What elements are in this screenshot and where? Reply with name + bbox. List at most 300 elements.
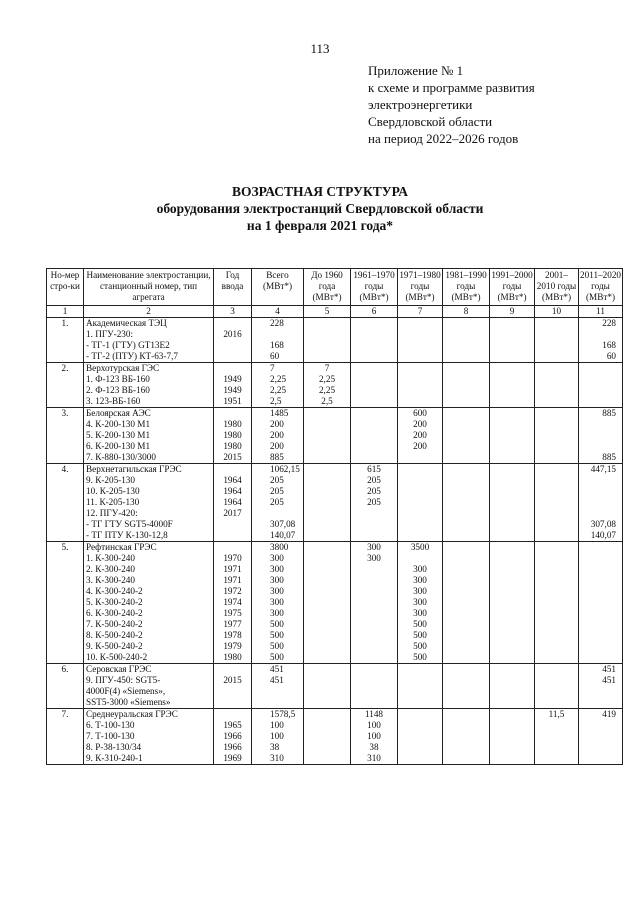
- cell-line: [492, 351, 532, 362]
- cell-line: 2,25: [318, 385, 336, 395]
- cell-line: 419: [602, 709, 616, 719]
- cell-line: 7: [324, 363, 330, 373]
- cell-line: [537, 664, 576, 675]
- cell-line: 1. Ф-123 ВБ-160: [86, 374, 150, 384]
- cell-line: [537, 530, 576, 541]
- station-row: [47, 464, 623, 542]
- cell-line: 7. К-880-130/3000: [86, 452, 156, 462]
- cell-line: 7. К-500-240-2: [86, 619, 143, 629]
- cell-line: [492, 519, 532, 530]
- capacity-2011-2020-cell: [579, 542, 623, 664]
- cell-line: [537, 441, 576, 452]
- total-capacity-cell: [252, 318, 304, 363]
- cell-line: 100: [270, 731, 284, 741]
- cell-line: [537, 351, 576, 362]
- cell-line: [581, 608, 616, 619]
- cell-line: [537, 652, 576, 663]
- station-row: [47, 709, 623, 765]
- cell-line: [306, 709, 348, 720]
- cell-line: 885: [602, 408, 616, 418]
- cell-line: [492, 452, 532, 463]
- cell-line: 1972: [223, 586, 242, 596]
- header-before-1960: До 1960 года (МВт*): [304, 269, 351, 306]
- commission-year-cell: [214, 318, 252, 363]
- cell-line: [581, 652, 616, 663]
- cell-line: [353, 564, 395, 575]
- cell-line: [353, 686, 395, 697]
- cell-line: [400, 553, 440, 564]
- cell-line: [537, 564, 576, 575]
- capacity-1991-2000-cell: [490, 363, 535, 408]
- cell-line: [581, 630, 616, 641]
- cell-line: - ТГ-1 (ГТУ) GT13E2: [86, 340, 170, 350]
- cell-line: 300: [270, 553, 284, 563]
- capacity-1991-2000-cell: [490, 664, 535, 709]
- total-capacity-cell: [252, 408, 304, 464]
- column-number: 6: [351, 306, 398, 318]
- cell-line: [581, 753, 616, 764]
- cell-line: [445, 652, 487, 663]
- capacity-1971-1980-cell: [398, 664, 443, 709]
- cell-line: 885: [270, 452, 284, 462]
- cell-line: [537, 575, 576, 586]
- cell-line: 140,07: [270, 530, 296, 540]
- cell-line: [492, 385, 532, 396]
- cell-line: [216, 709, 249, 720]
- cell-line: [492, 686, 532, 697]
- cell-line: [445, 396, 487, 407]
- cell-line: 307,08: [590, 519, 616, 529]
- cell-line: 300: [270, 586, 284, 596]
- cell-line: 300: [413, 608, 427, 618]
- column-number: 2: [84, 306, 214, 318]
- cell-line: [537, 497, 576, 508]
- cell-line: [537, 396, 576, 407]
- row-number-cell: 3.: [47, 408, 84, 464]
- cell-line: 2,25: [270, 374, 287, 384]
- cell-line: [353, 419, 395, 430]
- cell-line: 4. К-200-130 М1: [86, 419, 151, 429]
- capacity-2001-2010-cell: [535, 542, 579, 664]
- capacity-2001-2010-cell: [535, 464, 579, 542]
- cell-line: 451: [270, 664, 284, 674]
- cell-line: 7. Т-100-130: [86, 731, 135, 741]
- cell-line: 60: [606, 351, 616, 361]
- header-1991-2000: 1991–2000 годы (МВт*): [490, 269, 535, 306]
- cell-line: 2,5: [270, 396, 282, 406]
- unit-name-cell: [84, 464, 214, 542]
- cell-line: [353, 329, 395, 340]
- cell-line: [492, 430, 532, 441]
- cell-line: [353, 608, 395, 619]
- cell-line: 1965: [223, 720, 242, 730]
- appendix-line: Приложение № 1: [368, 63, 464, 78]
- unit-name-cell: [84, 318, 214, 363]
- cell-line: 2,5: [321, 396, 333, 406]
- cell-line: 3. К-300-240: [86, 575, 135, 585]
- cell-line: 500: [413, 630, 427, 640]
- cell-line: 228: [270, 318, 284, 328]
- cell-line: [306, 686, 348, 697]
- cell-line: [306, 720, 348, 731]
- cell-line: 1977: [223, 619, 242, 629]
- cell-line: 300: [270, 597, 284, 607]
- cell-line: [216, 408, 249, 419]
- cell-line: [353, 597, 395, 608]
- cell-line: 451: [602, 664, 616, 674]
- header-2001-2010: 2001–2010 годы (МВт*): [535, 269, 579, 306]
- cell-line: [492, 363, 532, 374]
- cell-line: 1951: [223, 396, 242, 406]
- cell-line: 2015: [223, 675, 242, 685]
- cell-line: 3800: [270, 542, 289, 552]
- commission-year-cell: [214, 664, 252, 709]
- cell-line: [353, 586, 395, 597]
- cell-line: [537, 608, 576, 619]
- cell-line: [492, 575, 532, 586]
- capacity-1991-2000-cell: [490, 408, 535, 464]
- cell-line: [270, 508, 301, 519]
- capacity-2001-2010-cell: [535, 664, 579, 709]
- cell-line: [306, 553, 348, 564]
- cell-line: [353, 340, 395, 351]
- cell-line: [353, 530, 395, 541]
- appendix-note: [368, 62, 535, 147]
- cell-line: 60: [270, 351, 280, 361]
- cell-line: [445, 340, 487, 351]
- column-number: 9: [490, 306, 535, 318]
- cell-line: [492, 475, 532, 486]
- cell-line: 2016: [223, 329, 242, 339]
- cell-line: [353, 641, 395, 652]
- cell-line: [400, 452, 440, 463]
- cell-line: 300: [413, 586, 427, 596]
- capacity-1961-1970-cell: [351, 664, 398, 709]
- cell-line: 200: [413, 419, 427, 429]
- capacity-before-1960-cell: [304, 318, 351, 363]
- cell-line: [445, 731, 487, 742]
- cell-line: 885: [602, 452, 616, 462]
- appendix-line: к схеме и программе развития: [368, 80, 535, 95]
- cell-line: 1966: [223, 731, 242, 741]
- cell-line: [306, 441, 348, 452]
- cell-line: [581, 486, 616, 497]
- cell-line: [581, 742, 616, 753]
- cell-line: [216, 340, 249, 351]
- cell-line: [445, 542, 487, 553]
- commission-year-cell: [214, 542, 252, 664]
- cell-line: [306, 564, 348, 575]
- cell-line: [400, 318, 440, 329]
- cell-line: 205: [367, 475, 381, 485]
- cell-line: [400, 686, 440, 697]
- cell-line: [445, 441, 487, 452]
- cell-line: 6. Т-100-130: [86, 720, 135, 730]
- unit-name-cell: [84, 363, 214, 408]
- cell-line: [400, 385, 440, 396]
- cell-line: [306, 753, 348, 764]
- cell-line: 4000F(4) «Siemens»,: [86, 686, 166, 696]
- cell-line: 205: [270, 475, 284, 485]
- cell-line: 2. К-300-240: [86, 564, 135, 574]
- header-row-number: Но-мер стро-ки: [47, 269, 84, 306]
- cell-line: 300: [367, 542, 381, 552]
- cell-line: [581, 419, 616, 430]
- cell-line: [400, 697, 440, 708]
- cell-line: 200: [270, 430, 284, 440]
- capacity-2011-2020-cell: [579, 408, 623, 464]
- cell-line: [581, 497, 616, 508]
- cell-line: 10. К-500-240-2: [86, 652, 148, 662]
- cell-line: [445, 619, 487, 630]
- cell-line: 205: [270, 497, 284, 507]
- cell-line: [581, 720, 616, 731]
- cell-line: [492, 318, 532, 329]
- cell-line: [445, 608, 487, 619]
- cell-line: [445, 641, 487, 652]
- cell-line: [270, 329, 301, 340]
- cell-line: [537, 686, 576, 697]
- cell-line: [537, 340, 576, 351]
- cell-line: [353, 519, 395, 530]
- cell-line: [353, 374, 395, 385]
- header-1971-1980: 1971–1980 годы (МВт*): [398, 269, 443, 306]
- cell-line: [537, 753, 576, 764]
- cell-line: 500: [270, 619, 284, 629]
- cell-line: [445, 753, 487, 764]
- cell-line: [492, 675, 532, 686]
- cell-line: 100: [270, 720, 284, 730]
- capacity-1991-2000-cell: [490, 464, 535, 542]
- capacity-1991-2000-cell: [490, 709, 535, 765]
- header-total: Всего (МВт*): [252, 269, 304, 306]
- capacity-1991-2000-cell: [490, 542, 535, 664]
- cell-line: 2017: [223, 508, 242, 518]
- cell-line: [492, 697, 532, 708]
- cell-line: [537, 363, 576, 374]
- cell-line: [581, 441, 616, 452]
- cell-line: 9. К-310-240-1: [86, 753, 143, 763]
- cell-line: [581, 575, 616, 586]
- station-row: [47, 542, 623, 664]
- cell-line: 140,07: [590, 530, 616, 540]
- cell-line: [306, 497, 348, 508]
- cell-line: 12. ПГУ-420:: [86, 508, 138, 518]
- cell-line: [445, 530, 487, 541]
- cell-line: 10. К-205-130: [86, 486, 140, 496]
- cell-line: [306, 630, 348, 641]
- cell-line: 500: [413, 652, 427, 662]
- cell-line: [306, 519, 348, 530]
- row-number-cell: 6.: [47, 664, 84, 709]
- cell-line: 9. К-205-130: [86, 475, 135, 485]
- cell-line: 200: [413, 441, 427, 451]
- cell-line: [400, 486, 440, 497]
- cell-line: [400, 753, 440, 764]
- cell-line: 100: [367, 720, 381, 730]
- cell-line: [492, 664, 532, 675]
- cell-line: 1949: [223, 374, 242, 384]
- row-number-cell: 4.: [47, 464, 84, 542]
- capacity-1981-1990-cell: [443, 408, 490, 464]
- column-number: 1: [47, 306, 84, 318]
- cell-line: [306, 486, 348, 497]
- total-capacity-cell: [252, 709, 304, 765]
- cell-line: [306, 608, 348, 619]
- cell-line: [445, 709, 487, 720]
- cell-line: 4. К-300-240-2: [86, 586, 143, 596]
- cell-line: [353, 441, 395, 452]
- cell-line: [216, 351, 249, 362]
- cell-line: [216, 697, 249, 708]
- header-name: Наименование электростанции, станционный номер, тип агрегата: [84, 269, 214, 306]
- capacity-1961-1970-cell: [351, 542, 398, 664]
- cell-line: [216, 530, 249, 541]
- capacity-1961-1970-cell: [351, 464, 398, 542]
- cell-line: [537, 619, 576, 630]
- capacity-1961-1970-cell: [351, 408, 398, 464]
- row-number-cell: 2.: [47, 363, 84, 408]
- age-structure-table: [46, 268, 623, 765]
- cell-line: [492, 608, 532, 619]
- cell-line: 3. 123-ВБ-160: [86, 396, 141, 406]
- cell-line: [492, 408, 532, 419]
- cell-line: 300: [270, 575, 284, 585]
- cell-line: [353, 430, 395, 441]
- cell-line: [306, 530, 348, 541]
- cell-line: [537, 318, 576, 329]
- capacity-1981-1990-cell: [443, 318, 490, 363]
- cell-line: [306, 597, 348, 608]
- capacity-1971-1980-cell: [398, 542, 443, 664]
- capacity-1961-1970-cell: [351, 363, 398, 408]
- cell-line: 307,08: [270, 519, 296, 529]
- cell-line: [581, 619, 616, 630]
- cell-line: [400, 396, 440, 407]
- cell-line: 6. К-200-130 М1: [86, 441, 151, 451]
- cell-line: [306, 351, 348, 362]
- total-capacity-cell: [252, 363, 304, 408]
- total-capacity-cell: [252, 542, 304, 664]
- capacity-before-1960-cell: [304, 664, 351, 709]
- cell-line: [581, 564, 616, 575]
- cell-line: [445, 575, 487, 586]
- cell-line: [581, 430, 616, 441]
- capacity-1971-1980-cell: [398, 408, 443, 464]
- capacity-before-1960-cell: [304, 408, 351, 464]
- capacity-2011-2020-cell: [579, 363, 623, 408]
- cell-line: [492, 441, 532, 452]
- capacity-2011-2020-cell: [579, 464, 623, 542]
- cell-line: [353, 318, 395, 329]
- cell-line: 3500: [410, 542, 430, 552]
- cell-line: 205: [270, 486, 284, 496]
- column-number: 10: [535, 306, 579, 318]
- cell-line: 300: [270, 608, 284, 618]
- cell-line: 500: [270, 630, 284, 640]
- cell-line: [492, 464, 532, 475]
- cell-line: [306, 329, 348, 340]
- cell-line: 600: [413, 408, 427, 418]
- cell-line: [353, 452, 395, 463]
- cell-line: 300: [270, 564, 284, 574]
- capacity-1971-1980-cell: [398, 318, 443, 363]
- cell-line: [445, 385, 487, 396]
- commission-year-cell: [214, 363, 252, 408]
- cell-line: [306, 664, 348, 675]
- cell-line: [492, 530, 532, 541]
- cell-line: [306, 652, 348, 663]
- cell-line: [353, 652, 395, 663]
- cell-line: [353, 385, 395, 396]
- cell-line: [353, 351, 395, 362]
- capacity-before-1960-cell: [304, 363, 351, 408]
- title-line: оборудования электростанций Свердловской области: [156, 201, 484, 216]
- cell-line: [537, 731, 576, 742]
- cell-line: [445, 464, 487, 475]
- page-number: 113: [310, 41, 330, 56]
- column-number: 8: [443, 306, 490, 318]
- cell-line: [492, 630, 532, 641]
- cell-line: [492, 731, 532, 742]
- column-number: 5: [304, 306, 351, 318]
- cell-line: - ТГ-2 (ПТУ) КТ-63-7,7: [86, 351, 178, 361]
- cell-line: [581, 508, 616, 519]
- title-line: ВОЗРАСТНАЯ СТРУКТУРА: [232, 184, 408, 199]
- cell-line: [581, 329, 616, 340]
- cell-line: [581, 363, 616, 374]
- cell-line: [537, 597, 576, 608]
- commission-year-cell: [214, 709, 252, 765]
- cell-line: 1971: [223, 575, 242, 585]
- cell-line: [492, 419, 532, 430]
- cell-line: [353, 697, 395, 708]
- row-number-cell: 5.: [47, 542, 84, 664]
- column-number: 11: [579, 306, 623, 318]
- cell-line: 8. К-500-240-2: [86, 630, 143, 640]
- cell-line: 5. К-200-130 М1: [86, 430, 151, 440]
- cell-line: [445, 408, 487, 419]
- cell-line: [306, 419, 348, 430]
- cell-line: [492, 709, 532, 720]
- cell-line: [537, 720, 576, 731]
- cell-line: 1975: [223, 608, 242, 618]
- cell-line: [400, 340, 440, 351]
- document-title: [0, 183, 640, 234]
- cell-line: 200: [270, 419, 284, 429]
- row-number-cell: 1.: [47, 318, 84, 363]
- table-header-row: [47, 269, 623, 306]
- cell-line: [492, 652, 532, 663]
- cell-line: [270, 697, 301, 708]
- capacity-2011-2020-cell: [579, 709, 623, 765]
- capacity-2001-2010-cell: [535, 363, 579, 408]
- cell-line: [445, 664, 487, 675]
- cell-line: [400, 329, 440, 340]
- capacity-1971-1980-cell: [398, 464, 443, 542]
- cell-line: [353, 363, 395, 374]
- cell-line: [353, 508, 395, 519]
- cell-line: 8. Р-38-130/34: [86, 742, 142, 752]
- cell-line: [581, 385, 616, 396]
- cell-line: [581, 697, 616, 708]
- header-year: Год ввода: [214, 269, 252, 306]
- cell-line: [581, 542, 616, 553]
- cell-line: [400, 363, 440, 374]
- column-number: 7: [398, 306, 443, 318]
- total-capacity-cell: [252, 464, 304, 542]
- cell-line: [537, 508, 576, 519]
